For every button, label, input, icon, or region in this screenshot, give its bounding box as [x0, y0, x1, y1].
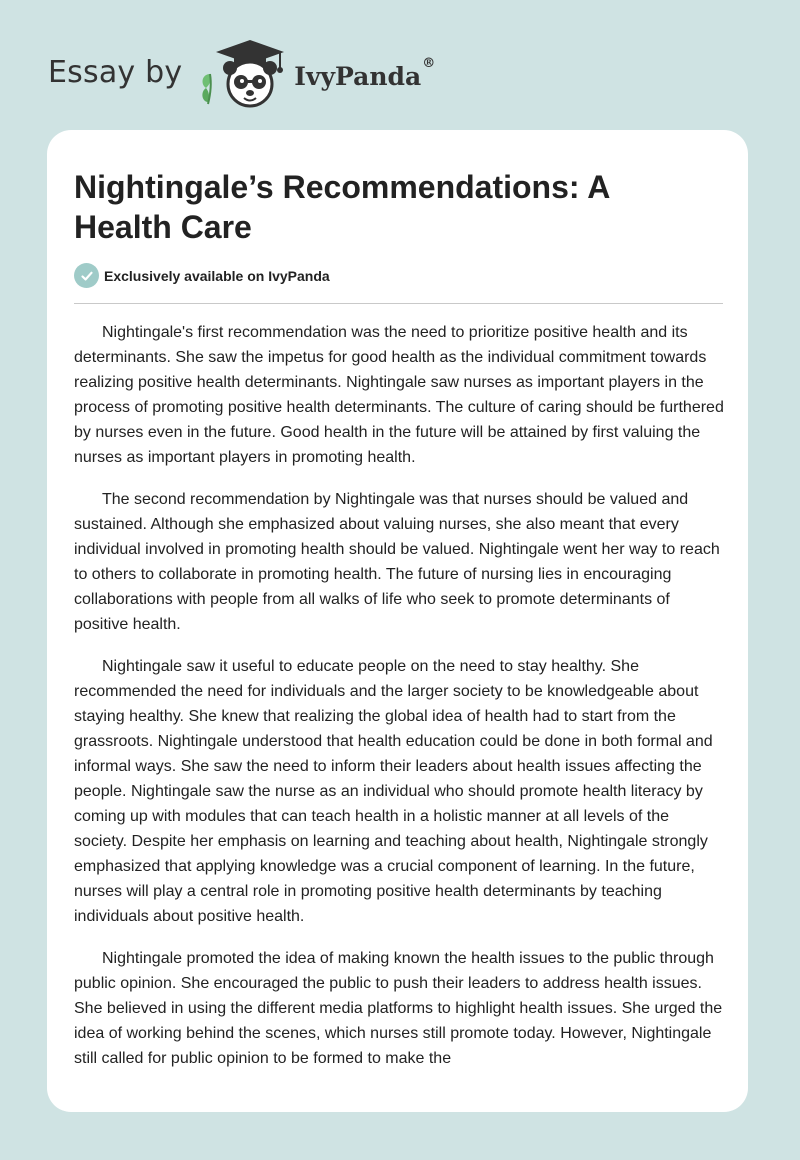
paragraph: Nightingale's first recommendation was the need to prioritize positive health and its determinants. She saw the impetus for good health as the individual commitment towards realizing positive health determinants. Nightingale saw nurses as important players in the process of promoting positive health determinants. The culture of caring should be furthered by nurses even in the future. Good health in the future will be attained by first valuing the nurses as important players in promoting health. [74, 324, 724, 466]
divider [74, 303, 723, 304]
brand-text: IvyPanda [294, 61, 422, 91]
essay-body [74, 320, 726, 1088]
brand-name[interactable] [294, 56, 436, 91]
site-header [48, 32, 435, 112]
paragraph: Nightingale promoted the idea of making known the health issues to the public through public opinion. She encouraged the public to push their leaders to address health issues. She believed in using the different media platforms to highlight health issues. She urged the idea of working behind the scenes, which nurses still promote today. However, Nightingale still called for public opinion to be formed to make the [74, 950, 723, 1067]
essay-card [47, 130, 748, 1112]
check-circle-icon [74, 263, 99, 288]
paragraph: The second recommendation by Nightingale was that nurses should be valued and sustained. Although she emphasized about valuing nurses, she also meant that every individual involved in promoting health should be valued. Nightingale went her way to reach to others to collaborate in promoting health. The future of nursing lies in encouraging collaborations with people from all walks of life who seek to promote determinants of positive health. [74, 491, 720, 633]
essay-by-label: Essay by [48, 54, 183, 90]
exclusive-badge-label: Exclusively available on IvyPanda [104, 267, 330, 284]
essay-title: Nightingale’s Recommendations: A Health Care [74, 169, 610, 245]
exclusive-badge [74, 263, 330, 288]
panda-logo-icon[interactable] [196, 34, 288, 110]
paragraph: Nightingale saw it useful to educate people on the need to stay healthy. She recommended the need for individuals and the larger society to be knowledgeable about staying healthy. She knew that realizing the global idea of health had to start from the grassroots. Nightingale understood that health education could be done in both formal and informal ways. She saw the need to inform their leaders about health issues affecting the people. Nightingale saw the nurse as an individual who should promote health literacy by coming up with modules that can teach health in a holistic manner at all levels of the society. Despite her emphasis on learning and teaching about health, Nightingale strongly emphasized that applying knowledge was a crucial component of learning. In the future, nurses will play a central role in promoting positive health determinants by teaching individuals about positive health. [74, 658, 713, 925]
registered-mark: ® [422, 56, 436, 72]
